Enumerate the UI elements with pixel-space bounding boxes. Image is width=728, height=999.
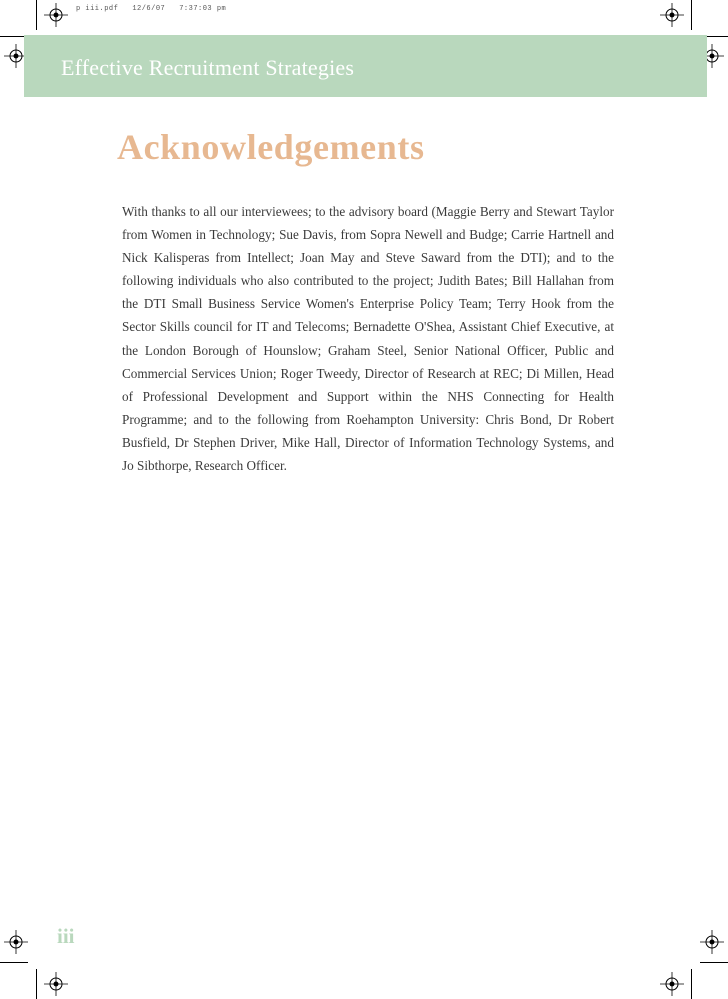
crop-line	[700, 962, 728, 963]
registration-mark-icon	[44, 972, 68, 996]
registration-mark-icon	[660, 3, 684, 27]
running-title: Effective Recruitment Strategies	[61, 55, 355, 80]
registration-mark-icon	[700, 930, 724, 954]
crop-line	[36, 969, 37, 999]
registration-mark-icon	[660, 972, 684, 996]
page-title: Acknowledgements	[117, 127, 425, 167]
registration-mark-icon	[44, 3, 68, 27]
crop-line	[691, 0, 692, 30]
acknowledgements-body: With thanks to all our interviewees; to the advisory board (Maggie Berry and Stewart Taylor from Women in Technology; Sue Davis, from Sopra Newell and Budge; Carrie Hartnell and Nick Kalisperas from Intellect; Joan May and Steve Saward from the DTI); and to the following individuals who also contributed to the project; Judith Bates; Bill Hallahan from the DTI Small Business Service Women's Enterprise Policy Team; Terry Hook from the Sector Skills council for IT and Telecoms; Bernadette O'Shea, Assistant Chief Executive, at the London Borough of Hounslow; Graham Steel, Senior National Officer, Public and Commercial Services Union; Roger Tweedy, Director of Research at REC; Di Millen, Head of Professional Development and Support within the NHS Connecting for Health Programme; and to the following from Roehampton University: Chris Bond, Dr Robert Busfield, Dr Stephen Driver, Mike Hall, Director of Information Technology Systems, and Jo Sibthorpe, Research Officer.	[122, 204, 614, 474]
registration-mark-icon	[4, 930, 28, 954]
slug-date: 12/6/07	[132, 5, 166, 13]
slug-time: 7:37:03 pm	[179, 5, 227, 13]
crop-line	[36, 0, 37, 30]
slug-file: p iii.pdf	[76, 5, 119, 13]
page-number: iii	[57, 924, 75, 948]
crop-line	[0, 962, 28, 963]
header-banner	[24, 35, 707, 97]
crop-line	[691, 969, 692, 999]
print-slug	[76, 5, 240, 13]
